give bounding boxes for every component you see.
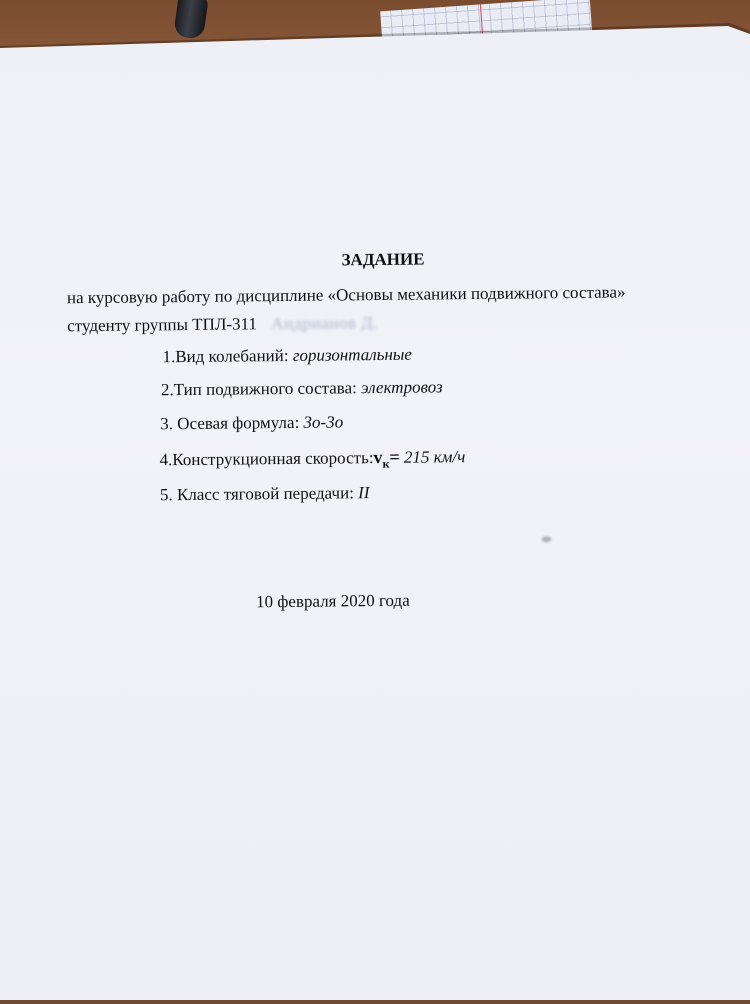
document-date: 10 февраля 2020 года (256, 590, 410, 612)
item-axle-formula (160, 412, 343, 434)
item-value: 3о-3о (303, 412, 344, 432)
item-value: II (358, 483, 370, 503)
item-value: горизонтальные (292, 344, 412, 365)
document-title: ЗАДАНИЕ (341, 249, 425, 270)
item-label: 3. Осевая формула: (160, 412, 300, 434)
item-traction-class (160, 483, 370, 505)
item-oscillation-type (162, 345, 412, 368)
item-value: 215 км/ч (403, 447, 466, 467)
student-line (67, 313, 378, 336)
speed-symbol: $v_к=$ (373, 446, 400, 471)
item-label: 2.Тип подвижного состава: (160, 378, 357, 400)
item-design-speed (160, 446, 466, 474)
ink-smudge (541, 536, 551, 542)
item-value: электровоз (360, 377, 443, 398)
redacted-student-name: Андрианов Д. (271, 313, 379, 334)
item-label: 1.Вид колебаний: (162, 345, 289, 367)
course-line: на курсовую работу по дисциплине «Основы механики подвижного состава» (66, 282, 626, 308)
item-label: 4.Конструкционная скорость: (159, 448, 374, 470)
item-rolling-stock-type (161, 377, 443, 400)
item-label: 5. Класс тяговой передачи: (159, 483, 354, 505)
student-group: студенту группы ТПЛ-311 (67, 314, 258, 336)
